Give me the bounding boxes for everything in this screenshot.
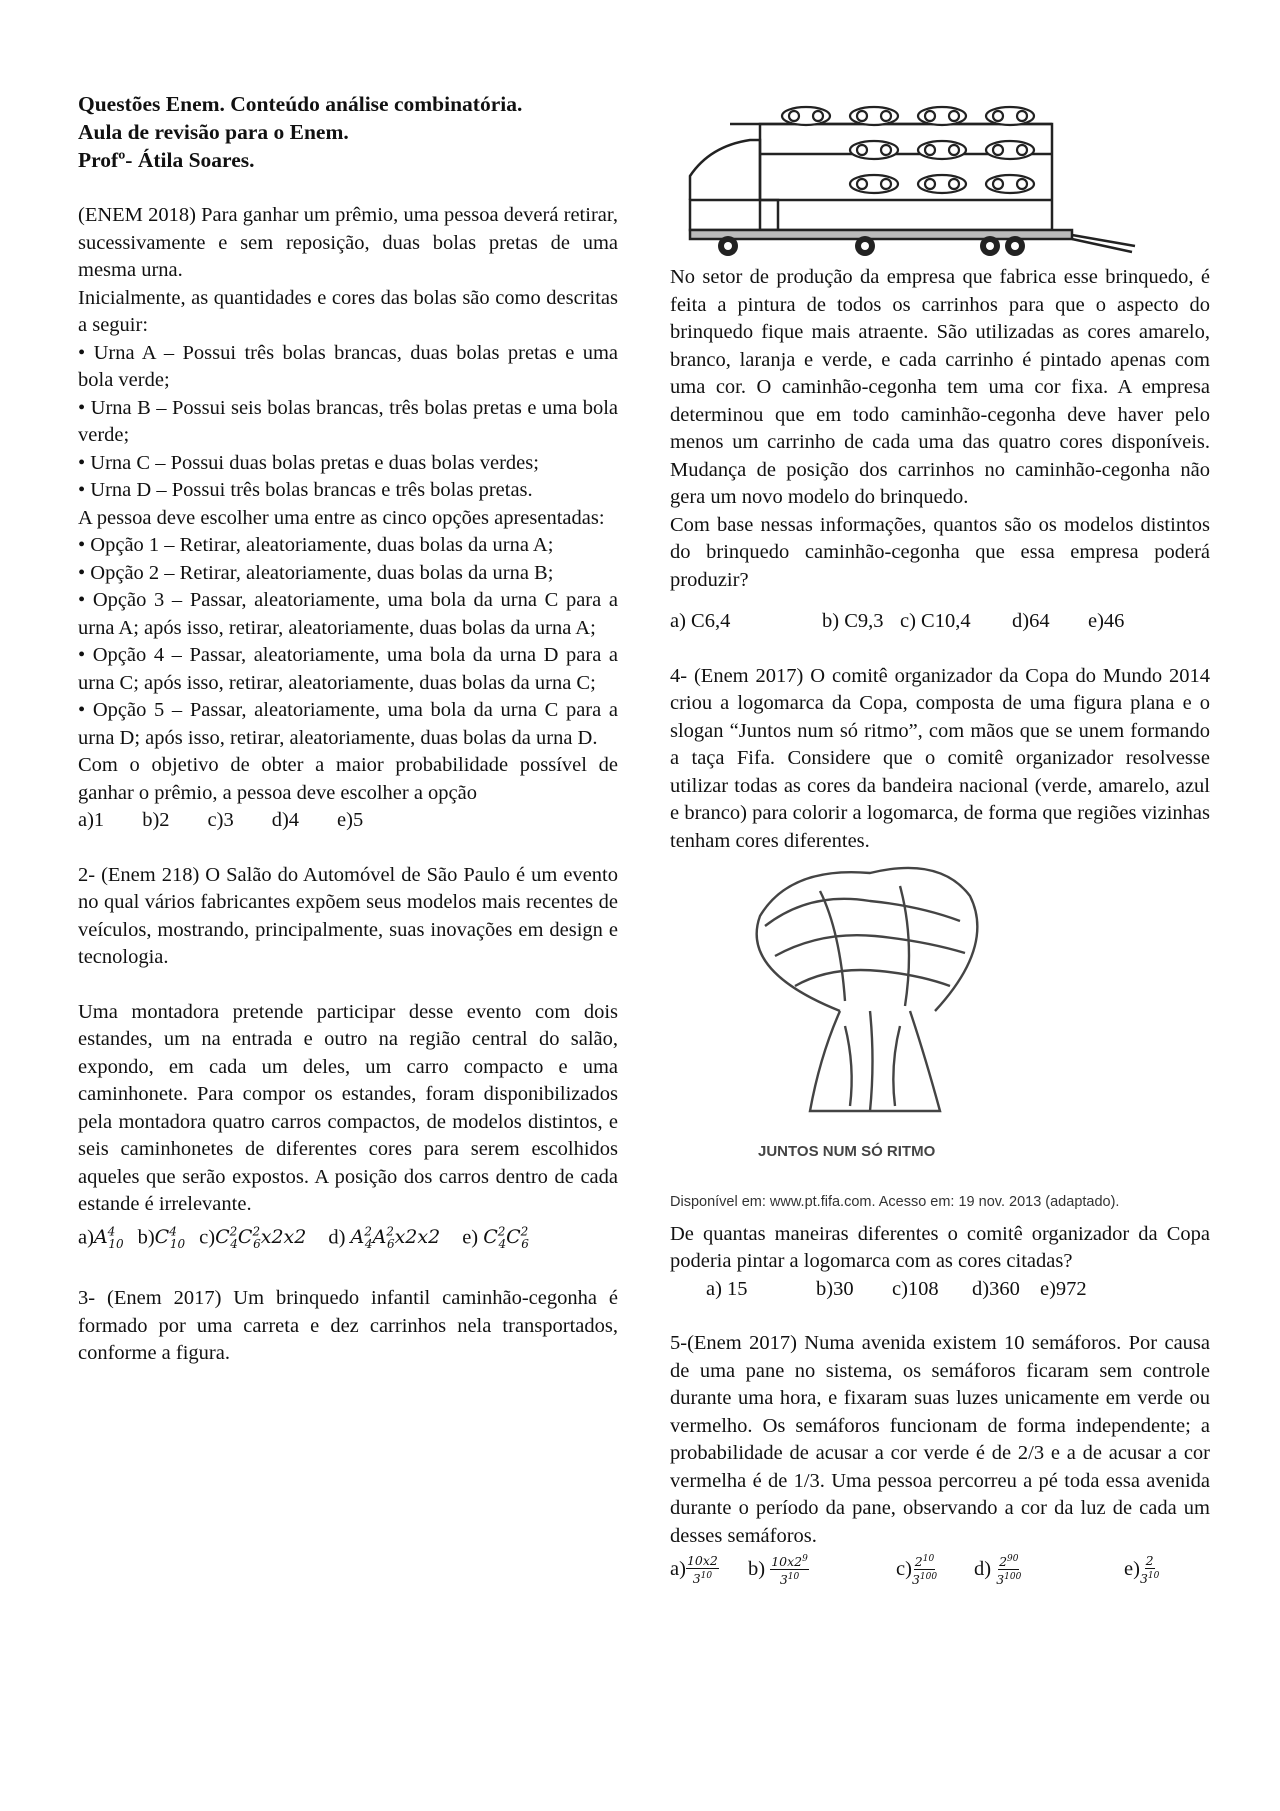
q4-paragraph-1: 4- (Enem 2017) O comitê organizador da Copa do Mundo 2014 criou a logomarca da Copa, composta de uma figura plana e o slogan “Juntos num só ritmo”, com mãos que se unem formando a taça Fifa. Considere que o comitê organizador resolvesse utilizar todas as cores da bandeira nacional (verde, amarelo, azul e branco) para colorir a logomarca, de forma que regiões vizinhas tenham cores diferentes. [670, 664, 1210, 852]
q4-paragraph-2: De quantas maneiras diferentes o comitê organizador da Copa poderia pintar a logomarca com as cores citadas? [670, 1222, 1210, 1272]
q3-answer-d: d)64 [1012, 610, 1050, 632]
q5-answer-a: a) $\frac{10x2}{3^{10}}$ [670, 1553, 718, 1587]
trophy-icon [670, 861, 1210, 1151]
q2-paragraph-1: 2- (Enem 218) O Salão do Automóvel de São Paulo é um evento no qual vários fabricantes expõem seus modelos mais recentes de veículos, mostrando, principalmente, suas inovações em design e tecnologia. [78, 863, 618, 968]
q4-answer-e: e)972 [1040, 1277, 1087, 1300]
q3-answer-e: e)46 [1088, 610, 1125, 632]
header-subtitle: Aula de revisão para o Enem. [78, 120, 349, 144]
q5-paragraph-1: 5-(Enem 2017) Numa avenida existem 10 semáforos. Por causa de uma pane no sistema, os semáforos ficaram sem controle durante uma hora, e fixaram suas luzes unicamente em verde ou vermelho. Os semáforos funcionam de forma independente; a probabilidade de acusar a cor verde é de 2/3 e a de acusar a cor vermelha é de 1/3. Uma pessoa percorreu a pé toda essa avenida durante o período da pane, observando a cor da luz de cada um desses semáforos. [670, 1332, 1210, 1547]
q3-paragraph-3: Com base nessas informações, quantos são os modelos distintos do brinquedo caminhão-cegonha que essa empresa poderá produzir? [670, 513, 1210, 591]
q5-answer-e: e) $\frac{2}{3^{10}}$ [1124, 1553, 1160, 1587]
q3-answers [670, 608, 1210, 636]
q1-urn-b: • Urna B – Possui seis bolas brancas, três bolas pretas e uma bola verde; [78, 396, 618, 446]
q3-answer-a: a) C6,4 [670, 610, 731, 632]
q1-intro2: Inicialmente, as quantidades e cores das bolas são como descritas a seguir: [78, 286, 618, 336]
fifa-logo-figure [670, 861, 1210, 1217]
q2-paragraph-2: Uma montadora pretende participar desse evento com dois estandes, um na entrada e outro na região central do salão, expondo, em cada um deles, um carro compacto e uma caminhonete. Para compor os estandes, foram disponibilizados pela montadora quatro carros compactos, de modelos distintos, e seis caminhonetes de diferentes cores para serem escolhidos aqueles que serão expostos. A posição dos carros dentro de cada estande é irrelevante. [78, 1000, 618, 1215]
q5-answer-b: b) $\frac{10x2^9}{3^{10}}$ [748, 1554, 808, 1588]
q2-answer-e: e) $C^2_4C^2_6$ [462, 1224, 529, 1251]
q5-answer-c: c) $\frac{2^{10}}{3^{100}}$ [896, 1554, 938, 1588]
truck-figure [670, 96, 1210, 264]
q2-answers [78, 1219, 618, 1259]
q1-opcao-5: • Opção 5 – Passar, aleatoriamente, uma bola da urna C para a urna D; após isso, retirar, aleatoriamente, duas bolas da urna D. [78, 699, 618, 749]
header-teacher: Profº- Átila Soares. [78, 148, 255, 172]
q1-opcao-2: • Opção 2 – Retirar, aleatoriamente, duas bolas da urna B; [78, 561, 554, 584]
q1-question: Com o objetivo de obter a maior probabilidade possível de ganhar o prêmio, a pessoa deve escolher a opção [78, 754, 618, 804]
q1-urn-c: • Urna C – Possui duas bolas pretas e duas bolas verdes; [78, 451, 539, 474]
q3-paragraph-2: No setor de produção da empresa que fabrica esse brinquedo, é feita a pintura de todos os carrinhos para que o aspecto do brinquedo fique mais atraente. São utilizadas as cores amarelo, branco, laranja e verde, e cada carrinho é pintado apenas com uma cor. O caminhão-cegonha tem uma cor fixa. A empresa determinou que em todo caminhão-cegonha deve haver pelo menos um carrinho de cada uma das quatro cores disponíveis. Mudança de posição dos carrinhos no caminhão-cegonha não gera um novo modelo do brinquedo. [670, 266, 1210, 508]
q1-answer-c: c)3 [207, 809, 234, 831]
q4-caption: Disponível em: www.pt.fifa.com. Acesso em: 19 nov. 2013 (adaptado). [670, 1194, 1120, 1210]
q1-choose: A pessoa deve escolher uma entre as cinco opções apresentadas: [78, 506, 605, 529]
q4-answers [706, 1276, 1210, 1304]
page-header [78, 90, 618, 174]
q4-slogan: JUNTOS NUM SÓ RITMO [758, 1142, 936, 1160]
q1-opcao-4: • Opção 4 – Passar, aleatoriamente, uma bola da urna D para a urna C; após isso, retirar, aleatoriamente, duas bolas da urna C; [78, 644, 618, 694]
q1-answer-d: d)4 [271, 809, 300, 831]
q1-answer-a: a)1 [78, 809, 105, 831]
q4-answer-a: a) 15 [706, 1277, 748, 1300]
q1-answer-e: e)5 [337, 809, 364, 831]
q3-answer-b: b) C9,3 [822, 610, 884, 632]
q1-opcao-1: • Opção 1 – Retirar, aleatoriamente, duas bolas da urna A; [78, 534, 554, 556]
header-title: Questões Enem. Conteúdo análise combinatória. [78, 92, 523, 116]
left-column [78, 90, 618, 1368]
q5-answer-d: d) $\frac{2^{90}}{3^{100}}$ [974, 1554, 1022, 1588]
q1-intro: (ENEM 2018) Para ganhar um prêmio, uma pessoa deverá retirar, sucessivamente e sem reposição, duas bolas pretas de uma mesma urna. [78, 204, 618, 281]
q5-answers [670, 1552, 1210, 1587]
q3-paragraph-1: 3- (Enem 2017) Um brinquedo infantil caminhão-cegonha é formado por uma carreta e dez carrinhos nela transportados, conforme a figura. [78, 1287, 618, 1365]
right-column [670, 96, 1210, 1587]
q2-answer-d: d) $A^2_4A^2_6x2x2$ [328, 1224, 441, 1251]
q2-answer-c: $c)C^2_4C^2_6x2x2$ [199, 1224, 307, 1251]
q1-answers [78, 807, 618, 835]
q4-answer-c: c)108 [892, 1277, 939, 1300]
q2-answer-b: $b)C^4_{10}$ [137, 1224, 186, 1251]
q1-answer-b: b)2 [142, 809, 170, 831]
q3-answer-c: c) C10,4 [900, 610, 971, 632]
q4-answer-b: b)30 [816, 1277, 854, 1300]
q2-answer-a: $a)A^4_{10}$ [78, 1224, 124, 1251]
q1-urn-a: • Urna A – Possui três bolas brancas, duas bolas pretas e uma bola verde; [78, 341, 618, 391]
q1-opcao-3: • Opção 3 – Passar, aleatoriamente, uma bola da urna C para a urna A; após isso, retirar, aleatoriamente, duas bolas da urna A; [78, 589, 618, 639]
q1-urn-d: • Urna D – Possui três bolas brancas e três bolas pretas. [78, 479, 533, 501]
q4-answer-d: d)360 [972, 1277, 1020, 1300]
